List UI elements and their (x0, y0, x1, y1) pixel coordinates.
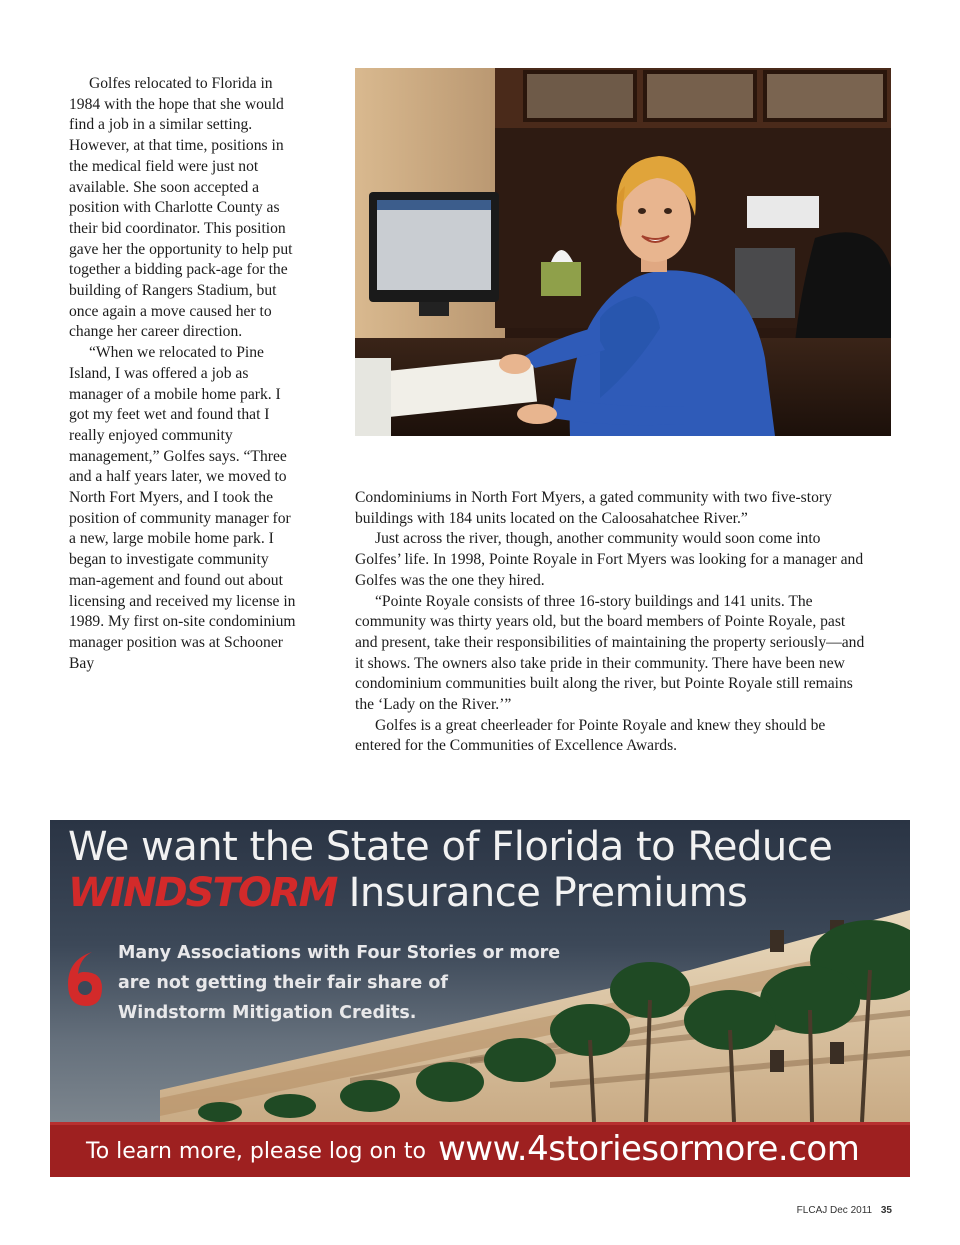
ad-footer-prefix: To learn more, please log on to (86, 1139, 426, 1164)
article-paragraph: Just across the river, though, another community would soon come into Golfes’ life. In 1998, Pointe Royale in Fort Myers was looking for a manager and Golfes was the one they hired. (355, 530, 864, 589)
ad-body-text (118, 938, 561, 1028)
page-number: 35 (880, 1205, 892, 1216)
article-paragraph: Golfes relocated to Florida in 1984 with the hope that she would find a job in a similar setting. However, at that time, positions in the medical field were just not available. She soon accepted a position with Charlotte County as their bid coordinator. This position gave her the opportunity to help put together a bidding pack-age for the building of Rangers Stadium, but once again a move caused her to change her career direction. (69, 75, 293, 341)
ad-headline-rest: Insurance Premiums (336, 870, 748, 916)
ad-body-line: Windstorm Mitigation Credits. (118, 1003, 417, 1023)
article-right-column (355, 488, 865, 757)
article-left-column (69, 74, 297, 674)
ad-headline-emphasis: WINDSTORM (68, 870, 337, 916)
ad-footer-banner (50, 1122, 910, 1177)
issue-date: Dec 2011 (830, 1205, 873, 1216)
windstorm-advertisement (50, 820, 910, 1177)
article-paragraph: “Pointe Royale consists of three 16-story buildings and 141 units. The community was thirty years old, but the board members of Pointe Royale, past and present, take their responsibilities of maintaining the property seriously—and it shows. The owners also take pride in their community. There have been new condominium communities built along the river, but Pointe Royale still remains the ‘Lady on the River.’” (355, 592, 865, 714)
article-paragraph: Condominiums in North Fort Myers, a gated community with two five-story buildings with 184 units located on the Caloosahatchee River.” (355, 489, 832, 527)
article-paragraph: Golfes is a great cheerleader for Pointe Royale and knew they should be entered for the Communities of Excellence Awards. (355, 716, 826, 755)
ad-headline-line1: We want the State of Florida to Reduce (68, 824, 833, 870)
ad-body-line: Many Associations with Four Stories or more (118, 943, 561, 963)
hurricane-icon (62, 950, 106, 1008)
ad-body-line: are not getting their fair share of (118, 973, 449, 993)
page-footer (797, 1205, 892, 1216)
publication-name: FLCAJ (796, 1205, 828, 1216)
ad-headline-line2 (68, 870, 747, 916)
portrait-photo (355, 68, 891, 436)
ad-footer-url[interactable]: www.4storiesormore.com (438, 1129, 860, 1169)
article-paragraph: “When we relocated to Pine Island, I was offered a job as manager of a mobile home park. I got my feet wet and found that I really enjoyed community management,” Golfes says. “Three and a half years later, we moved to North Fort Myers, and I took the position of community manager for a new, large mobile home park. I began to investigate community man-agement and found out about licensing and received my license in 1989. My first on-site condominium manager position was at Schooner Bay (69, 344, 296, 672)
